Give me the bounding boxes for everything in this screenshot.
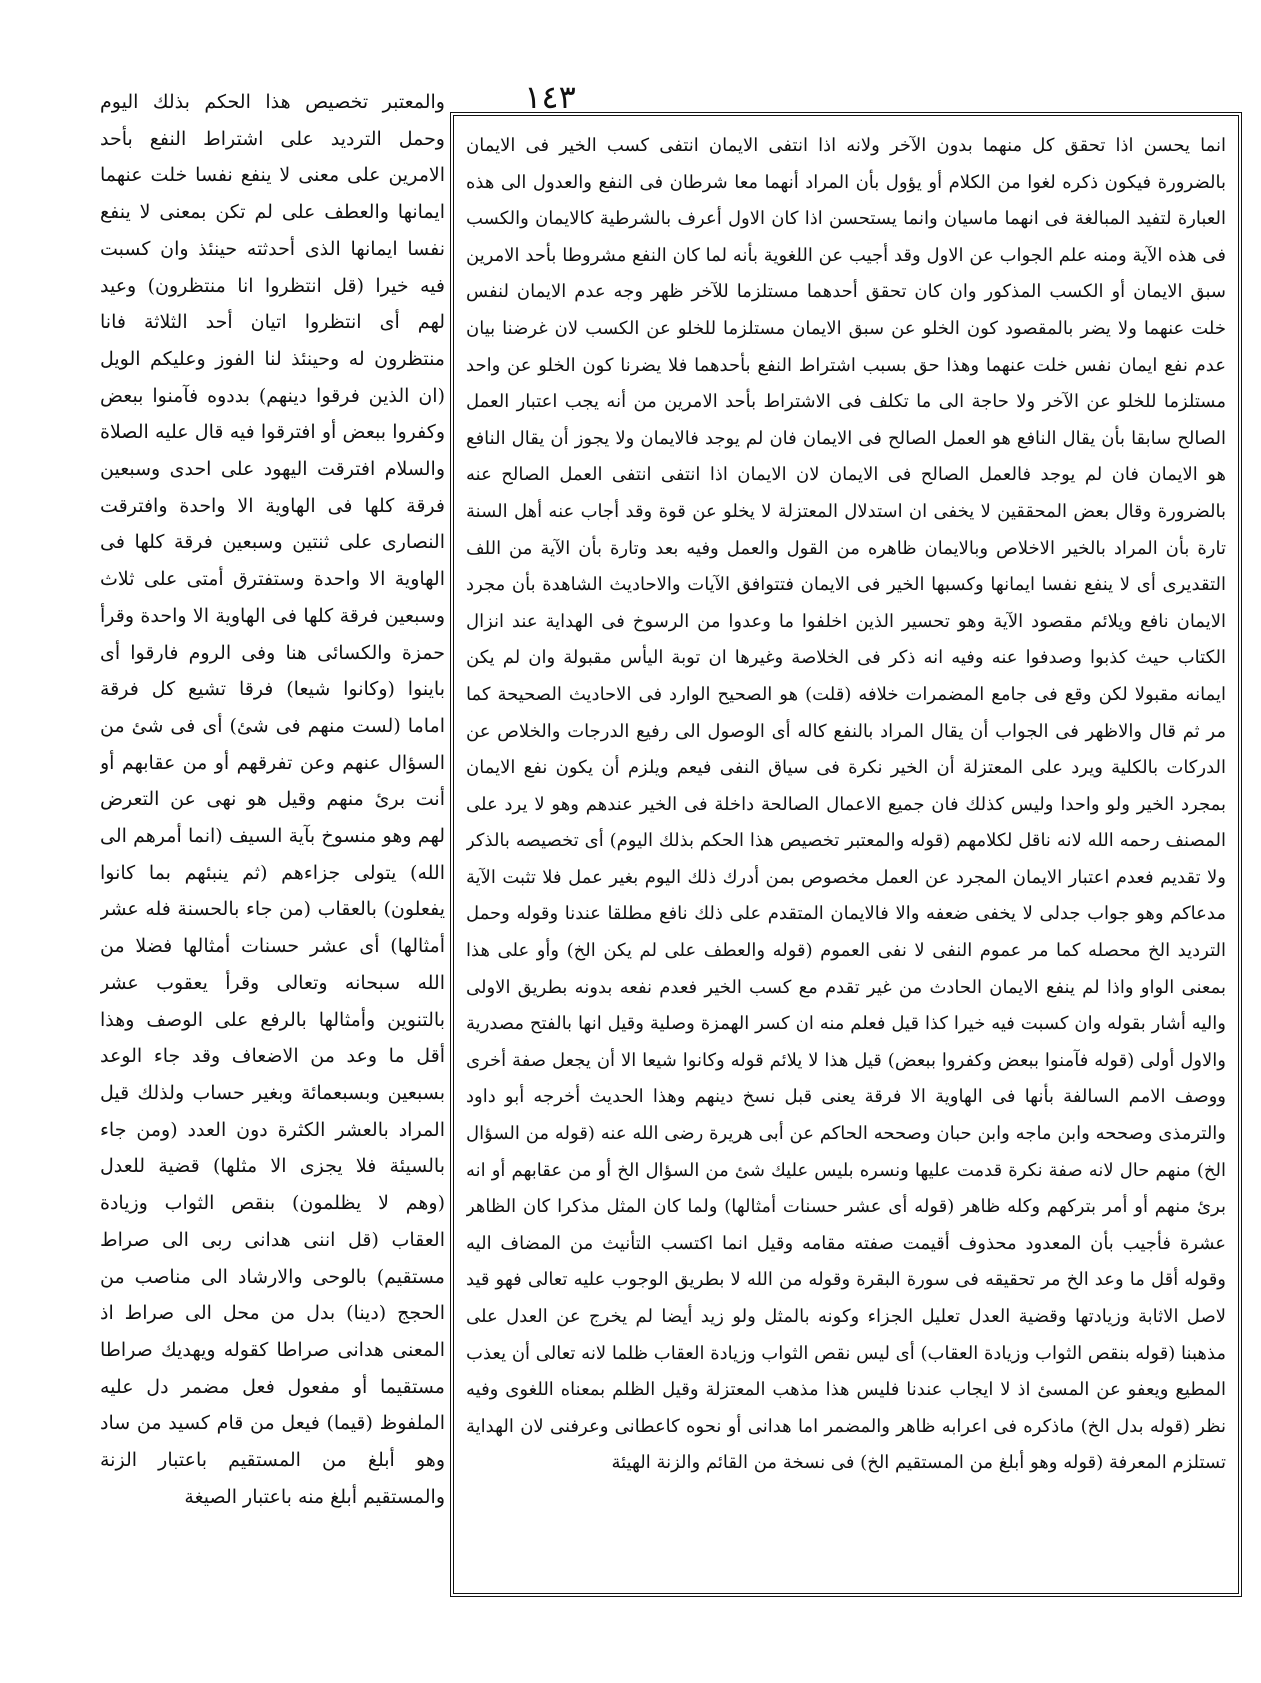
side-column-text: والمعتبر تخصيص هذا الحكم بذلك اليوم وحمل الترديد على اشتراط النفع بأحد الامرين على معنى لا ينفع نفسا خلت عنهما ايمانها والعطف على لم تكن بمعنى لا ينفع نفسا ايمانها الذى أحدثته حينئذ وان كسبت فيه خيرا (قل انتظروا انا منتظرون) وعيد لهم أى انتظروا اتيان أحد الثلاثة فانا منتظرون له وحينئذ لنا الفوز وعليكم الويل (ان الذين فرقوا دينهم) بددوه فآمنوا ببعض وكفروا ببعض أو افترقوا فيه قال عليه الصلاة والسلام افترقت اليهود على احدى وسبعين فرقة كلها فى الهاوية الا واحدة وافترقت النصارى على ثنتين وسبعين فرقة كلها فى الهاوية الا واحدة وستفترق أمتى على ثلاث وسبعين فرقة كلها فى الهاوية الا واحدة وقرأ حمزة والكسائى هنا وفى الروم فارقوا أى باينوا (وكانوا شيعا) فرقا تشيع كل فرقة اماما (لست منهم فى شئ) أى فى شئ من السؤال عنهم وعن تفرقهم أو من عقابهم أو أنت برئ منهم وقيل هو نهى عن التعرض لهم وهو منسوخ بآية السيف (انما أمرهم الى الله) يتولى جزاءهم (ثم ينبئهم بما كانوا يفعلون) بالعقاب (من جاء بالحسنة فله عشر أمثالها) أى عشر حسنات أمثالها فضلا من الله سبحانه وتعالى وقرأ يعقوب عشر بالتنوين وأمثالها بالرفع على الوصف وهذا أقل ما وعد من الاضعاف وقد جاء الوعد بسبعين وبسبعمائة وبغير حساب ولذلك قيل المراد بالعشر الكثرة دون العدد (ومن جاء بالسيئة فلا يجزى الا مثلها) قضية للعدل (وهم لا يظلمون) بنقص الثواب وزيادة العقاب (قل اننى هدانى ربى الى صراط مستقيم) بالوحى والارشاد الى مناصب من الحجج (دينا) بدل من محل الى صراط اذ المعنى هدانى صراطا كقوله ويهديك صراطا مستقيما أو مفعول فعل مضمر دل عليه الملفوظ (قيما) فيعل من قام كسيد من ساد وهو أبلغ من المستقيم باعتبار الزنة والمستقيم أبلغ منه باعتبار الصيغة: [100, 91, 445, 1508]
page-number: ١٤٣: [524, 78, 576, 116]
main-text-frame: [450, 112, 1242, 1597]
main-column-text: انما يحسن اذا تحقق كل منهما بدون الآخر ولانه اذا انتفى الايمان انتفى كسب الخير فى الايمان بالضرورة فيكون ذكره لغوا من الكلام أو يؤول بأن المراد أنهما معا شرطان فى النفع والعدول الى هذه العبارة لتفيد المبالغة فى انهما ماسيان وانما يستحسن اذا كان الاول أعرف بالشرطية كالايمان والكسب فى هذه الآية ومنه علم الجواب عن الاول وقد أجيب عن اللغوية بأنه لما كان النفع مشروطا بأحد الامرين سبق الايمان أو الكسب المذكور وان كان تحقق أحدهما مستلزما للآخر ظهر وجه عدم الايمان لنفس خلت عنهما ولا يضر بالمقصود كون الخلو عن سبق الايمان مستلزما للخلو عن الكسب لان غرضنا بيان عدم نفع ايمان نفس خلت عنهما وهذا حق بسبب اشتراط النفع بأحدهما فلا يضرنا كون الخلو عن واحد مستلزما للخلو عن الآخر ولا حاجة الى ما تكلف فى الاشتراط بأحد الامرين من أنه يجب اعتبار العمل الصالح سابقا بأن يقال النافع هو العمل الصالح فى الايمان فان لم يوجد فالايمان ولا يجوز أن يقال النافع هو الايمان فان لم يوجد فالعمل الصالح فى الايمان لان الايمان اذا انتفى انتفى العمل الصالح عنه بالضرورة وقال بعض المحققين لا يخفى ان استدلال المعتزلة لا يخلو عن قوة وقد أجاب عنه أهل السنة تارة بأن المراد بالخير الاخلاص وبالايمان ظاهره من القول والعمل وفيه بعد وتارة بأن الآية من اللف التقديرى أى لا ينفع نفسا ايمانها وكسبها الخير فى الايمان فتتوافق الآيات والاحاديث الشاهدة بأن مجرد الايمان نافع ويلائم مقصود الآية وهو تحسير الذين اخلفوا ما وعدوا من الرسوخ فى الهداية عند انزال الكتاب حيث كذبوا وصدفوا عنه وفيه انه ذكر فى الخلاصة وغيرها ان توبة اليأس مقبولة وان لم يكن ايمانه مقبولا لكن وقع فى جامع المضمرات خلافه (قلت) هو الصحيح الوارد فى الاحاديث الصحيحة كما مر ثم قال والاظهر فى الجواب أن يقال المراد بالنفع كاله أى الوصول الى رفيع الدرجات والخلاص عن الدركات بالكلية ويرد على المعتزلة أن الخير نكرة فى سياق النفى فيعم ويلزم أن يكون نفع الايمان بمجرد الخير ولو واحدا وليس كذلك فان جميع الاعمال الصالحة داخلة فى الخير عندهم وهو لا يرد على المصنف رحمه الله لانه ناقل لكلامهم (قوله والمعتبر تخصيص هذا الحكم بذلك اليوم) أى تخصيصه بالذكر ولا تقديم فعدم اعتبار الايمان المجرد عن العمل مخصوص بمن أدرك ذلك اليوم بغير عمل فلا تثبت الآية مدعاكم وهو جواب جدلى لا يخفى ضعفه والا فالايمان المتقدم على ذلك نافع مطلقا عندنا وقوله وحمل الترديد الخ محصله كما مر عموم النفى لا نفى العموم (قوله والعطف على لم يكن الخ) وأو على هذا بمعنى الواو واذا لم ينفع الايمان الحادث من غير تقدم مع كسب الخير فعدم نفعه بدونه بطريق الاولى واليه أشار بقوله وان كسبت فيه خيرا كذا قيل فعلم منه ان كسر الهمزة وصلية وقيل انها بالفتح مصدرية والاول أولى (قوله فآمنوا ببعض وكفروا ببعض) قيل هذا لا يلائم قوله وكانوا شيعا الا أن يجعل صفة أخرى ووصف الامم السالفة بأنها فى الهاوية الا فرقة يعنى قبل نسخ دينهم وهذا الحديث أخرجه أبو داود والترمذى وصححه وابن ماجه وابن حبان وصححه الحاكم عن أبى هريرة رضى الله عنه (قوله من السؤال الخ) منهم حال لانه صفة نكرة قدمت عليها ونسره بليس عليك شئ من السؤال الخ أو من عقابهم أو انه برئ منهم أو أمر بتركهم وكله ظاهر (قوله أى عشر حسنات أمثالها) ولما كان المثل مذكرا كان الظاهر عشرة فأجيب بأن المعدود محذوف أقيمت صفته مقامه وقيل انما اكتسب التأنيث من المضاف اليه وقوله أقل ما وعد الخ مر تحقيقه فى سورة البقرة وقوله من الله لا بطريق الوجوب عليه تعالى فهو قيد لاصل الاثابة وزيادتها وقضية العدل تعليل الجزاء وكونه بالمثل ولو زيد أيضا لم يخرج عن العدل على مذهبنا (قوله بنقص الثواب وزيادة العقاب) أى ليس نقص الثواب وزيادة العقاب ظلما لانه تعالى أن يعذب المطيع ويعفو عن المسئ اذ لا ايجاب عندنا فليس هذا مذهب المعتزلة وقيل الظلم بمعناه اللغوى وفيه نظر (قوله بدل الخ) ماذكره فى اعرابه ظاهر والمضمر اما هدانى أو نحوه كاعطانى وعرفنى لان الهداية تستلزم المعرفة (قوله وهو أبلغ من المستقيم الخ) فى نسخة من القائم والزنة الهيئة: [466, 135, 1226, 1474]
